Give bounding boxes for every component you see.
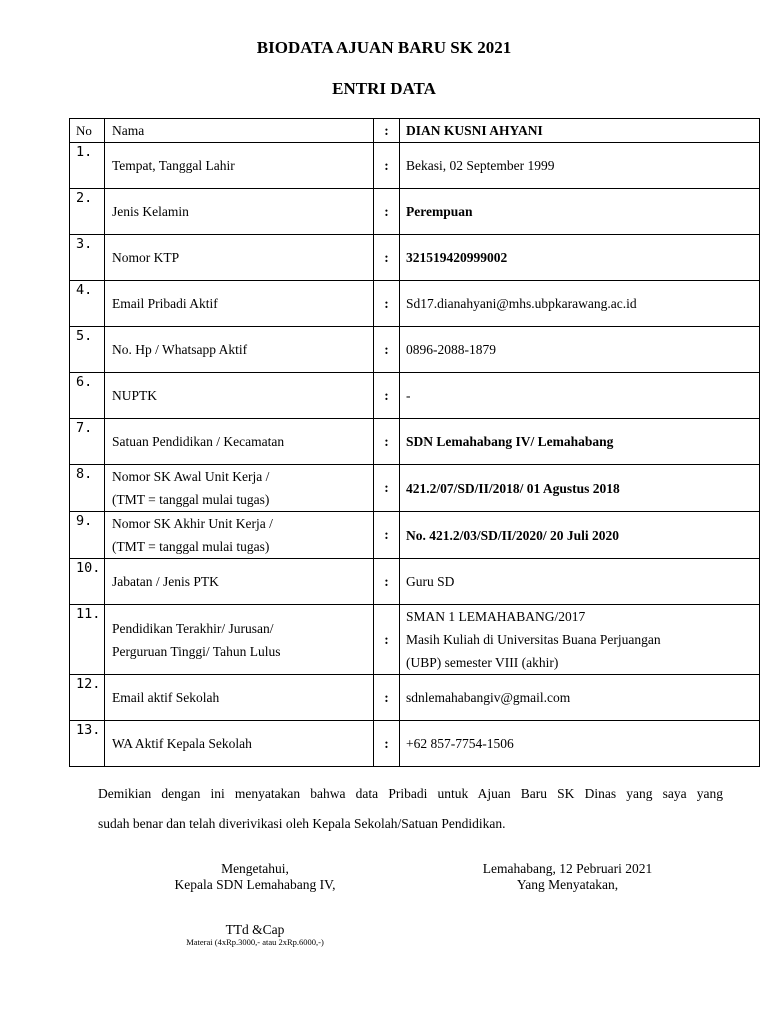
row-label-line: Email Pribadi Aktif: [112, 296, 218, 311]
row-value: [400, 675, 760, 721]
row-number: 11.: [70, 605, 105, 675]
table-row: [70, 512, 760, 559]
table-row: [70, 189, 760, 235]
row-colon: :: [374, 559, 400, 605]
row-label-line: Email aktif Sekolah: [112, 690, 220, 705]
row-label-line: No. Hp / Whatsapp Aktif: [112, 342, 248, 357]
row-label: [105, 465, 374, 512]
row-colon: :: [374, 327, 400, 373]
row-colon: :: [374, 419, 400, 465]
row-colon: :: [374, 235, 400, 281]
row-value-line: 421.2/07/SD/II/2018/ 01 Agustus 2018: [406, 480, 620, 496]
row-label-line: Pendidikan Terakhir/ Jurusan/: [112, 620, 274, 636]
row-value-line: Masih Kuliah di Universitas Buana Perjuangan: [406, 632, 661, 647]
row-label-line: Nomor SK Akhir Unit Kerja /: [112, 516, 273, 531]
row-number: 1.: [70, 143, 105, 189]
row-colon: :: [374, 512, 400, 559]
row-number: 13.: [70, 721, 105, 767]
table-row: [70, 143, 760, 189]
row-number: 9.: [70, 512, 105, 559]
materai-note: Materai (4xRp.3000,- atau 2xRp.6000,-): [186, 937, 324, 947]
row-value: [400, 419, 760, 465]
row-value: [400, 559, 760, 605]
row-number: 12.: [70, 675, 105, 721]
statement-line-2: sudah benar dan telah diverivikasi oleh Kepala Sekolah/Satuan Pendidikan.: [98, 816, 506, 831]
row-number: 10.: [70, 559, 105, 605]
row-label-line: (TMT = tanggal mulai tugas): [112, 492, 270, 507]
row-value-line: 0896-2088-1879: [406, 342, 496, 357]
row-number: 7.: [70, 419, 105, 465]
row-label-line: NUPTK: [112, 388, 158, 403]
row-label: [105, 419, 374, 465]
row-label: [105, 373, 374, 419]
row-value-line: -: [406, 388, 411, 403]
row-value-line: Perempuan: [406, 204, 473, 219]
signature-right-place-date: Lemahabang, 12 Pebruari 2021: [482, 861, 653, 876]
header-name-value: DIAN KUSNI AHYANI: [400, 119, 760, 143]
row-label: [105, 605, 374, 675]
row-value: [400, 512, 760, 559]
signature-ttd: TTd &Cap: [225, 922, 285, 937]
table-header-row: [70, 119, 760, 143]
row-value: [400, 373, 760, 419]
row-value-line: Guru SD: [406, 574, 455, 589]
row-label: [105, 327, 374, 373]
row-label-line: (TMT = tanggal mulai tugas): [112, 539, 270, 554]
row-label: [105, 189, 374, 235]
table-row: [70, 373, 760, 419]
row-label-line: Nomor SK Awal Unit Kerja /: [112, 469, 270, 484]
row-number: 6.: [70, 373, 105, 419]
document-title: BIODATA AJUAN BARU SK 2021: [256, 38, 512, 57]
row-colon: :: [374, 465, 400, 512]
row-number: 4.: [70, 281, 105, 327]
row-label: [105, 675, 374, 721]
row-colon: :: [374, 189, 400, 235]
row-value: [400, 721, 760, 767]
table-row: [70, 465, 760, 512]
row-colon: :: [374, 143, 400, 189]
row-label-line: Jenis Kelamin: [112, 204, 189, 219]
signature-right-caption: Yang Menyatakan,: [516, 877, 619, 892]
document-subtitle: ENTRI DATA: [332, 79, 436, 98]
table-row: [70, 327, 760, 373]
row-colon: :: [374, 605, 400, 675]
header-colon: :: [374, 119, 400, 143]
row-value: [400, 605, 760, 675]
signature-left-caption: Mengetahui,: [221, 861, 289, 876]
row-value-line: (UBP) semester VIII (akhir): [406, 655, 559, 670]
row-colon: :: [374, 281, 400, 327]
row-number: 8.: [70, 465, 105, 512]
row-number: 5.: [70, 327, 105, 373]
row-value-line: sdnlemahabangiv@gmail.com: [406, 690, 571, 705]
table-row: [70, 281, 760, 327]
row-label: [105, 512, 374, 559]
row-number: 2.: [70, 189, 105, 235]
row-value-line: Bekasi, 02 September 1999: [406, 158, 555, 173]
header-label: Nama: [105, 119, 374, 143]
row-value: [400, 143, 760, 189]
table-row: [70, 721, 760, 767]
table-row: [70, 419, 760, 465]
row-colon: :: [374, 675, 400, 721]
row-value-line: No. 421.2/03/SD/II/2020/ 20 Juli 2020: [406, 527, 620, 543]
table-row: [70, 605, 760, 675]
row-number: 3.: [70, 235, 105, 281]
row-value: [400, 235, 760, 281]
table-row: [70, 235, 760, 281]
row-label-line: WA Aktif Kepala Sekolah: [112, 736, 252, 751]
row-value-line: Sd17.dianahyani@mhs.ubpkarawang.ac.id: [406, 296, 637, 311]
row-colon: :: [374, 721, 400, 767]
row-label: [105, 281, 374, 327]
row-value-line: +62 857-7754-1506: [406, 736, 514, 751]
row-label: [105, 235, 374, 281]
header-no: No: [70, 119, 105, 143]
row-value: [400, 465, 760, 512]
row-label-line: Nomor KTP: [112, 250, 180, 265]
row-label-line: Perguruan Tinggi/ Tahun Lulus: [112, 643, 281, 659]
table-row: [70, 559, 760, 605]
row-value: [400, 189, 760, 235]
statement-line-1: Demikian dengan ini menyatakan bahwa data Pribadi untuk Ajuan Baru SK Dinas yang saya yang: [98, 786, 723, 801]
row-value: [400, 281, 760, 327]
row-colon: :: [374, 373, 400, 419]
row-value-line: SMAN 1 LEMAHABANG/2017: [406, 609, 586, 624]
row-label: [105, 143, 374, 189]
row-label-line: Tempat, Tanggal Lahir: [112, 158, 235, 173]
row-value-line: SDN Lemahabang IV/ Lemahabang: [406, 434, 614, 449]
table-row: [70, 675, 760, 721]
row-label: [105, 559, 374, 605]
row-value-line: 321519420999002: [406, 250, 508, 265]
row-value: [400, 327, 760, 373]
row-label-line: Satuan Pendidikan / Kecamatan: [112, 434, 285, 449]
biodata-table: [69, 118, 760, 767]
signature-left-title: Kepala SDN Lemahabang IV,: [174, 877, 336, 892]
row-label-line: Jabatan / Jenis PTK: [112, 574, 219, 589]
row-label: [105, 721, 374, 767]
